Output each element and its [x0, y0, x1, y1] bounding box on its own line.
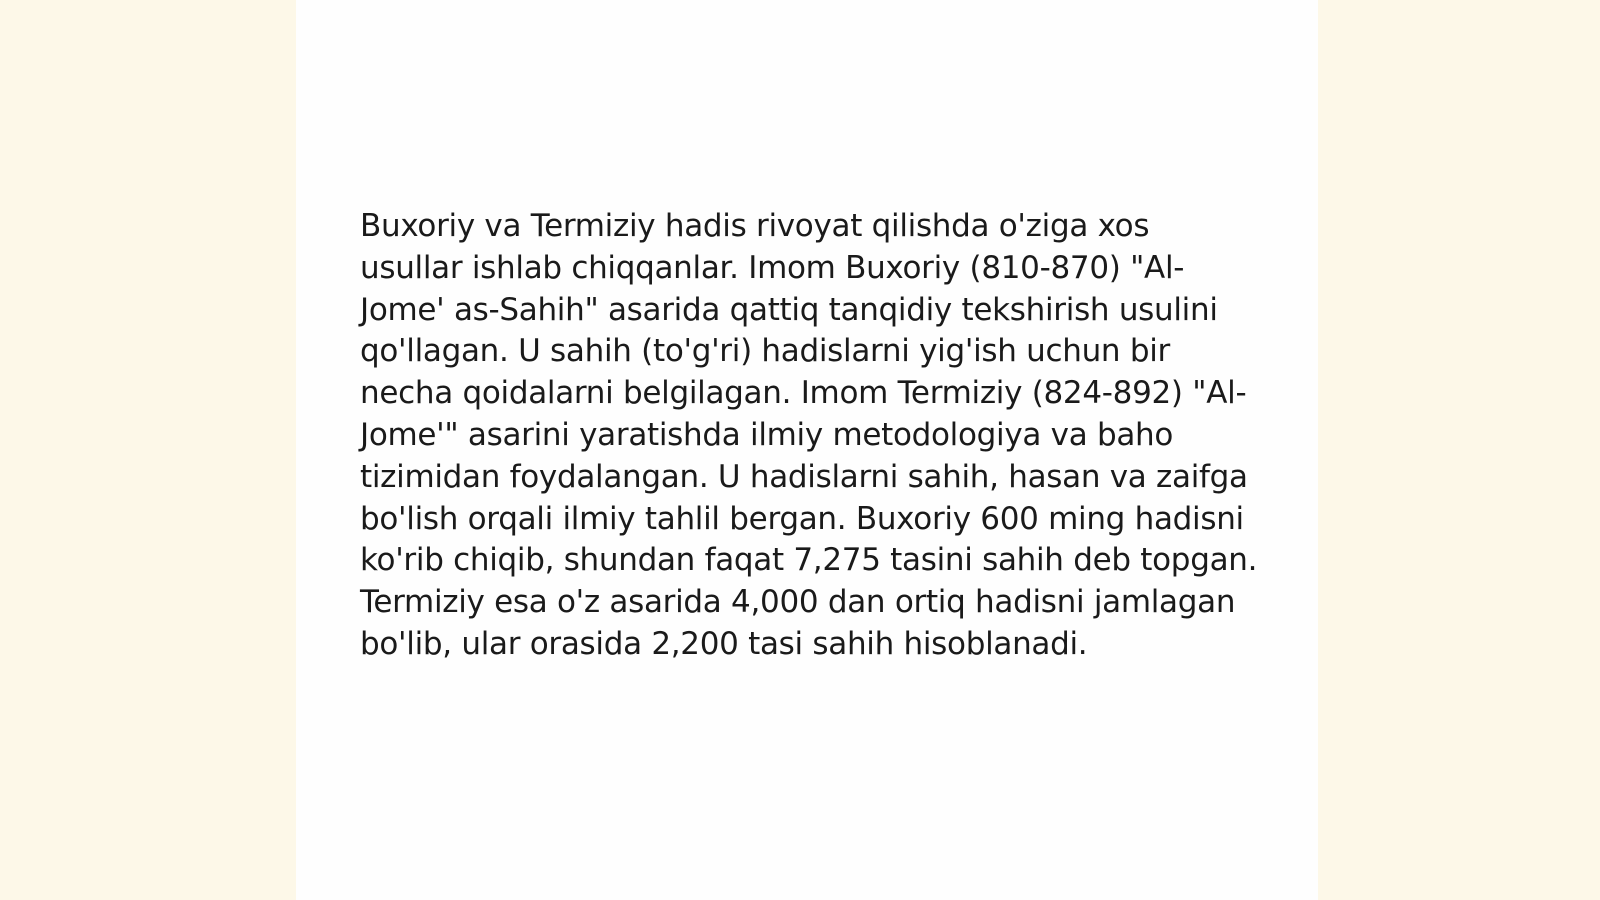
slide-canvas — [296, 0, 1318, 900]
slide-body-text: Buxoriy va Termiziy hadis rivoyat qilishda o'ziga xos usullar ishlab chiqqanlar. Imom Buxoriy (810-870) "Al-Jome' as-Sahih" asarida qattiq tanqidiy tekshirish usulini qo'llagan. U sahih (to'g'ri) hadislarni yig'ish uchun bir necha qoidalarni belgilagan. Imom Termiziy (824-892) "Al-Jome'" asarini yaratishda ilmiy metodologiya va baho tizimidan foydalangan. U hadislarni sahih, hasan va zaifga bo'lish orqali ilmiy tahlil bergan. Buxoriy 600 ming hadisni ko'rib chiqib, shundan faqat 7,275 tasini sahih deb topgan. Termiziy esa o'z asarida 4,000 dan ortiq hadisni jamlagan bo'lib, ular orasida 2,200 tasi sahih hisoblanadi. — [360, 208, 1258, 662]
